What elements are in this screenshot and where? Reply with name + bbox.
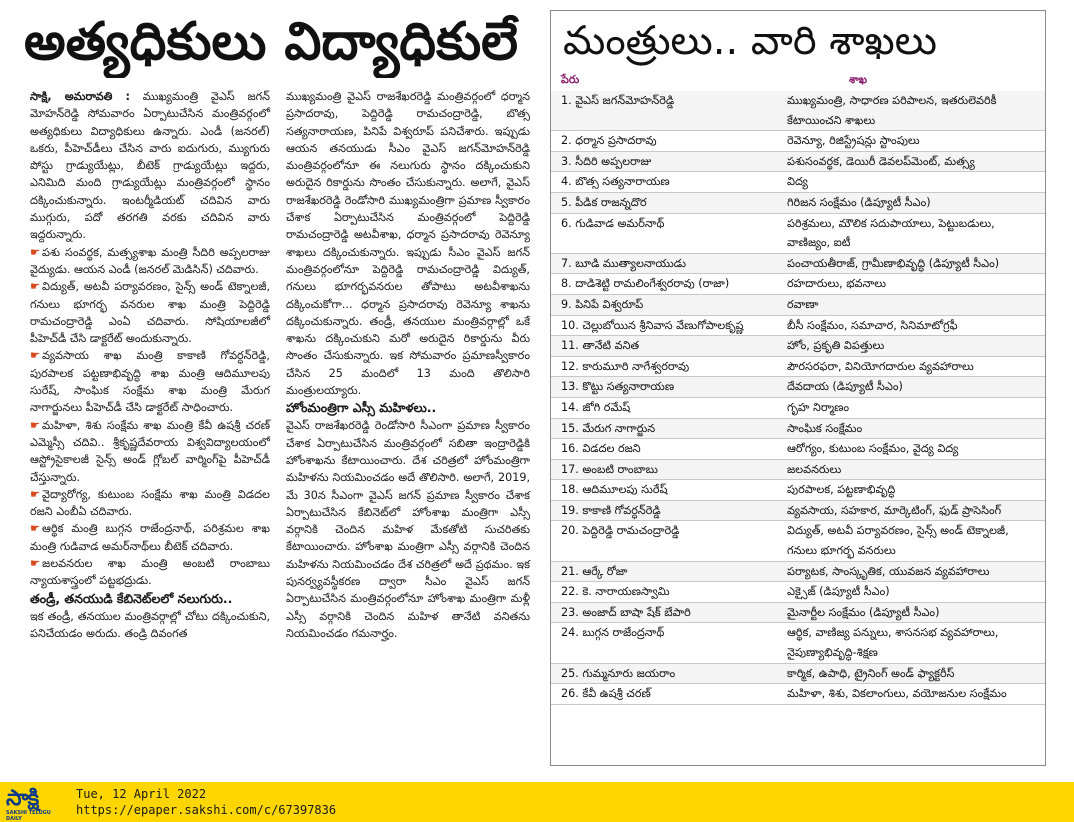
minister-name: 5. పీడిక రాజన్నదొర (561, 195, 647, 209)
minister-portfolio: పంచాయతీరాజ్, గ్రామీణాభివృద్ధి (డిప్యూటీ సీఎం) (787, 256, 1000, 270)
pointing-hand-icon: ☛ (30, 487, 41, 501)
bullet-paragraph (30, 555, 270, 590)
minister-name: 26. కేవీ ఉషశ్రీ చరణ్ (561, 687, 651, 701)
article-column-left (30, 88, 270, 642)
table-row (551, 254, 1045, 275)
pointing-hand-icon: ☛ (30, 245, 41, 259)
minister-portfolio: బీసీ సంక్షేమం, సమాచార, సినిమాటోగ్రఫీ (787, 318, 958, 332)
article-subhead: హోంమంత్రిగా ఎస్సీ మహిళలు.. (286, 400, 437, 416)
table-row (551, 131, 1045, 152)
minister-name: 2. ధర్మాన ప్రసాదరావు (561, 134, 657, 148)
table-row (551, 91, 1045, 131)
paragraph-text: మహిళా, శిశు సంక్షేమ శాఖ మంత్రి కేవీ ఉషశ్రీ చరణ్ ఎమ్మెస్సీ చదివి.. శ్రీకృష్ణదేవరాయ విశ్వవిద్యాలయంలో ఆస్ట్రోసైకాలజీ సైన్స్ అండ్ గ్లోబల్ వార్మింగ్‌పై పీహెచ్‌డీ చేస్తున్నారు. (30, 418, 270, 484)
pointing-hand-icon: ☛ (30, 349, 41, 363)
footer-text (76, 786, 336, 818)
table-row (551, 398, 1045, 419)
footer-date: Tue, 12 April 2022 (76, 787, 207, 801)
minister-name: 21. ఆర్కే రోజా (561, 564, 628, 578)
pointing-hand-icon: ☛ (30, 557, 41, 571)
minister-name: 16. విడదల రజని (561, 442, 641, 456)
minister-portfolio: కార్మిక, ఉపాధి, ట్రైనింగ్ అండ్ ఫ్యాక్టరీస్ (787, 666, 955, 680)
article-paragraph (30, 88, 270, 244)
minister-name: 24. బుగ్గన రాజేంద్రనాథ్ (561, 626, 665, 640)
minister-name: 6. గుడివాడ అమర్‌నాథ్ (561, 216, 665, 230)
logo-mark: సాక్షి (6, 786, 39, 811)
panel-title: మంత్రులు.. వారి శాఖలు (563, 18, 937, 64)
table-row (551, 419, 1045, 440)
minister-portfolio: పురపాలక, పట్టణాభివృద్ధి (787, 483, 896, 497)
paragraph-text: జలవనరుల శాఖ మంత్రి అంబటి రాంబాబు న్యాయశాస్త్రంలో పట్టభద్రుడు. (30, 557, 270, 588)
minister-name: 23. అంజాద్ బాషా షేక్ బేపారి (561, 605, 691, 619)
sakshi-logo (6, 786, 66, 822)
minister-name: 4. బొత్స సత్యనారాయణ (561, 175, 670, 189)
table-row (551, 316, 1045, 337)
minister-name: 17. అంబటి రాంబాబు (561, 462, 658, 476)
minister-portfolio: పశుసంవర్థక, డెయిరీ డెవలప్‌మెంట్, మత్స్య (787, 154, 975, 168)
minister-portfolio: సాంఘిక సంక్షేమం (787, 421, 863, 435)
minister-name: 1. వైఎస్ జగన్‌మోహన్‌రెడ్డి (561, 94, 675, 107)
footer-url[interactable]: https://epaper.sakshi.com/c/67397836 (76, 803, 337, 817)
table-row (551, 357, 1045, 378)
minister-name: 7. బూడి ముత్యాలనాయుడు (561, 256, 686, 270)
table-row (551, 562, 1045, 583)
minister-name: 12. కారుమూరి నాగేశ్వరరావు (561, 359, 690, 373)
minister-portfolio: గిరిజన సంక్షేమం (డిప్యూటీ సీఎం) (787, 195, 931, 209)
table-row (551, 603, 1045, 624)
minister-name: 14. జోగి రమేష్ (561, 400, 631, 414)
minister-portfolio: వ్యవసాయ, సహకార, మార్కెటింగ్, ఫుడ్ ప్రాసెసింగ్ (787, 503, 1002, 517)
ministers-table-panel (550, 10, 1046, 766)
minister-portfolio: ఆర్థిక, వాణిజ్య పన్నులు, శాసనసభ వ్యవహారాలు, నైపుణ్యాభివృద్ధి-శిక్షణ (787, 626, 999, 660)
minister-name: 10. చెల్లుబోయిన శ్రీనివాస వేణుగోపాలకృష్ణ (561, 318, 744, 332)
table-row (551, 521, 1045, 561)
dateline: సాక్షి, అమరావతి : (30, 90, 130, 103)
table-row (551, 295, 1045, 316)
minister-name: 19. కాకాణి గోవర్ధన్‌రెడ్డి (561, 503, 661, 517)
logo-subtitle: SAKSHI TELUGU DAILY (6, 810, 51, 822)
pointing-hand-icon: ☛ (30, 418, 41, 432)
column-header-name: పేరు (561, 73, 580, 86)
pointing-hand-icon: ☛ (30, 280, 41, 294)
minister-portfolio: రవాణా (787, 297, 819, 311)
minister-portfolio: ఎక్సైజ్ (డిప్యూటీ సీఎం) (787, 585, 890, 599)
minister-portfolio: రెవెన్యూ, రిజిస్ట్రేషన్లు స్టాంపులు (787, 134, 920, 148)
bullet-paragraph (30, 417, 270, 486)
minister-portfolio: ముఖ్యమంత్రి, సాధారణ పరిపాలన, ఇతరులెవరికీ కేటాయించని శాఖలు (787, 94, 997, 127)
table-row (551, 501, 1045, 522)
minister-portfolio: మైనార్టీల సంక్షేమం (డిప్యూటీ సీఎం) (787, 605, 940, 619)
article-column-middle (286, 88, 530, 642)
table-row (551, 377, 1045, 398)
table-body (551, 91, 1045, 705)
article-paragraph: ముఖ్యమంత్రి వైఎస్ రాజశేఖరరెడ్డి మంత్రివర్గంలో ధర్మాన ప్రసాదరావు, పెద్దిరెడ్డి రామచంద్రారెడ్డి, బొత్స సత్యనారాయణ, పినిపే విశ్వరూప్ పనిచేశారు. ఇప్పుడు ఆయన తనయుడు సీఎం వైఎస్ జగన్‌మోహన్‌రెడ్డి మంత్రివర్గంలోనూ ఈ నలుగురు స్థానం దక్కించుకుని అరుదైన రికార్డును సొంతం చేసుకున్నారు. అలాగే, వైఎస్ రాజశేఖరరెడ్డి రెండోసారి ముఖ్యమంత్రిగా ప్రమాణ స్వీకారం చేశాక ఏర్పాటుచేసిన మంత్రివర్గంలో పెద్దిరెడ్డి రామచంద్రారెడ్డి అటవీశాఖ, ధర్మాన ప్రసాదరావు రెవెన్యూ శాఖలు దక్కించుకున్నారు. ఇప్పుడు సీఎం వైఎస్ జగన్ మంత్రివర్గంలోనూ పెద్దిరెడ్డి రామచంద్రారెడ్డి విద్యుత్, గనులు భూగర్భవనరుల తోపాటు అటవీశాఖను దక్కించుకోగా... ధర్మాన ప్రసాదరావు రెవెన్యూ శాఖను దక్కించుకున్నారు. తండ్రీ, తనయుల మంత్రివర్గాల్లో ఒకే శాఖను దక్కించుకుని మరో అరుదైన రికార్డును వీరు సొంతం చేసుకున్నారు. ఇక సోమవారం ప్రమాణస్వీకారం చేసిన 25 మందిలో 13 మంది తొలిసారి మంత్రులయ్యారు. (286, 90, 530, 398)
table-row (551, 623, 1045, 663)
minister-name: 20. పెద్దిరెడ్డి రామచంద్రారెడ్డి (561, 524, 680, 538)
minister-portfolio: పర్యాటక, సాంస్కృతిక, యువజన వ్యవహారాలు (787, 564, 990, 578)
table-row (551, 480, 1045, 501)
bullet-paragraph (30, 486, 270, 521)
minister-portfolio: దేవదాయ (డిప్యూటీ సీఎం) (787, 380, 903, 394)
bullet-paragraph (30, 347, 270, 416)
table-row (551, 152, 1045, 173)
article-subhead: తండ్రీ, తనయుడి కేబినెట్‌లలో నలుగురు.. (30, 590, 233, 606)
minister-portfolio: పరిశ్రమలు, మౌలిక సదుపాయాలు, పెట్టుబడులు, వాణిజ్యం, ఐటీ (787, 216, 995, 250)
minister-portfolio: విద్య (787, 175, 808, 189)
table-row (551, 172, 1045, 193)
minister-name: 22. కె. నారాయణస్వామి (561, 585, 670, 599)
column-header-dept: శాఖ (849, 73, 868, 86)
bullet-paragraph (30, 520, 270, 555)
table-row (551, 460, 1045, 481)
table-row (551, 664, 1045, 685)
minister-portfolio: హోం, ప్రకృతి విపత్తులు (787, 339, 885, 353)
minister-portfolio: మహిళా, శిశు, వికలాంగులు, వయోజనుల సంక్షేమం (787, 687, 1007, 701)
table-row (551, 582, 1045, 603)
article-paragraph: ఇక తండ్రీ, తనయుల మంత్రివర్గాల్లో చోటు దక్కించుకుని, పనిచేయడం అరుదు. తండ్రి దివంగత (30, 609, 270, 640)
footer-bar (0, 782, 1074, 822)
paragraph-text: ఆర్థిక మంత్రి బుగ్గన రాజేంద్రనాథ్, పరిశ్రమల శాఖ మంత్రి గుడివాడ అమర్‌నాథ్‌లు బీటెక్ చదివారు. (30, 522, 270, 553)
minister-name: 15. మేరుగ నాగార్జున (561, 421, 656, 435)
minister-name: 9. పినిపే విశ్వరూప్ (561, 297, 644, 311)
minister-portfolio: గృహ నిర్మాణం (787, 400, 850, 414)
paragraph-text: పశు సంవర్థక, మత్స్యశాఖ మంత్రి సీదిరి అప్పలరాజు వైద్యుడు. ఆయన ఎండీ (జనరల్ మెడిసిన్) చదివారు. (30, 245, 270, 276)
table-row (551, 439, 1045, 460)
paragraph-text: వైద్యారోగ్య, కుటుంబ సంక్షేమ శాఖ మంత్రి విడదల రజని ఎంబీఏ చదివారు. (30, 487, 270, 519)
minister-name: 11. తానేటి వనిత (561, 339, 640, 353)
minister-portfolio: విద్యుత్, అటవీ పర్యావరణం, సైన్స్ అండ్ టెక్నాలజీ, గనులు భూగర్భ వనరులు (787, 524, 1009, 558)
pointing-hand-icon: ☛ (30, 522, 41, 536)
paragraph-text: ముఖ్యమంత్రి వైఎస్ జగన్ మోహన్‌రెడ్డి సోమవారం ఏర్పాటుచేసిన మంత్రివర్గంలో అత్యధికులు విద్యాధికులు ఉన్నారు. ఎండీ (జనరల్) ఒకరు, పీహెచ్‌డీలు చేసిన వారు ఐదుగురు, మ్యుగురు పోస్టు గ్రాడ్యుయేట్లు, బీటెక్ గ్రాడ్యుయేట్లు ఇద్దరు, ఎనిమిది మంది గ్రాడ్యుయేట్లు మంత్రివర్గంలో స్థానం దక్కించుకున్నారు. ఇంటర్మీడియట్ చదివిన వారు ముగ్గురు, పదో తరగతి వరకు చదివిన వారు ఇద్దరున్నారు. (30, 90, 270, 242)
table-row (551, 684, 1045, 705)
headline: అత్యధికులు విద్యాధికులే (24, 12, 519, 72)
minister-name: 3. సీదిరి అప్పలరాజు (561, 154, 652, 168)
minister-portfolio: జలవనరులు (787, 462, 842, 476)
minister-portfolio: రహదారులు, భవనాలు (787, 277, 887, 291)
bullet-paragraph (30, 278, 270, 347)
minister-name: 18. ఆదిమూలపు సురేష్ (561, 483, 668, 497)
table-row (551, 336, 1045, 357)
minister-name: 13. కొట్టు సత్యనారాయణ (561, 380, 675, 394)
minister-name: 25. గుమ్మనూరు జయరాం (561, 666, 676, 680)
table-row (551, 193, 1045, 214)
article-paragraph: వైఎస్ రాజశేఖరరెడ్డి రెండోసారి సీఎంగా ప్రమాణ స్వీకారం చేశాక ఏర్పాటుచేసిన మంత్రివర్గంలో సబితా ఇంద్రారెడ్డికి హోంశాఖను కేటాయించారు. దేశ చరిత్రలో హోంమంత్రిగా మహిళను నియమించడం అదే తొలిసారి. అలాగే, 2019, మే 30న సీఎంగా వైఎస్ జగన్ ప్రమాణ స్వీకారం చేశాక ఏర్పాటుచేసిన కేబినెట్‌లో హోంశాఖ మంత్రిగా ఎస్సీ వర్గానికి చెందిన మహిళ మేకతోటి సుచరితకు కేటాయించారు. హోంశాఖ మంత్రిగా ఎస్సీ వర్గానికి చెందిన మహిళను నియమించడం దేశ చరిత్రలో అదే ప్రథమం. ఇక పునర్వ్యవస్థీకరణ ద్వారా సీఎం వైఎస్ జగన్ ఏర్పాటుచేసిన మంత్రివర్గంలోనూ హోంశాఖ మంత్రిగా మళ్లీ ఎస్సీ వర్గానికి చెందిన మహిళ తానేటి వనితను నియమించడం గమనార్హం. (286, 419, 530, 640)
table-header (551, 71, 1045, 89)
paragraph-text: విద్యుత్, అటవీ పర్యావరణం, సైన్స్ అండ్ టెక్నాలజీ, గనులు భూగర్భ వనరుల శాఖ మంత్రి పెద్దిరెడ్డి రామచంద్రారెడ్డి ఎంఏ చదివారు. సోషియాలజీలో పీహెచ్‌డీ చేసి డాక్టరేట్ అందుకున్నారు. (30, 280, 270, 346)
paragraph-text: వ్యవసాయ శాఖ మంత్రి కాకాణి గోవర్ధన్‌రెడ్డి, పురపాలక పట్టణాభివృద్ధి శాఖ మంత్రి ఆదిమూలపు సురేష్, సాంఘిక సంక్షేమ శాఖ మంత్రి మేరుగ నాగార్జునలు పీహెచ్‌డీ చేసి డాక్టరేట్ సాధించారు. (30, 349, 270, 415)
minister-portfolio: ఆరోగ్యం, కుటుంబ సంక్షేమం, వైద్య విద్య (787, 442, 959, 456)
bullet-paragraph (30, 244, 270, 279)
minister-portfolio: పౌరసరఫరా, వినియోగదారుల వ్యవహారాలు (787, 359, 974, 373)
table-row (551, 274, 1045, 295)
minister-name: 8. దాడిశెట్టి రామలింగేశ్వరరావు (రాజా) (561, 277, 730, 291)
table-row (551, 214, 1045, 254)
